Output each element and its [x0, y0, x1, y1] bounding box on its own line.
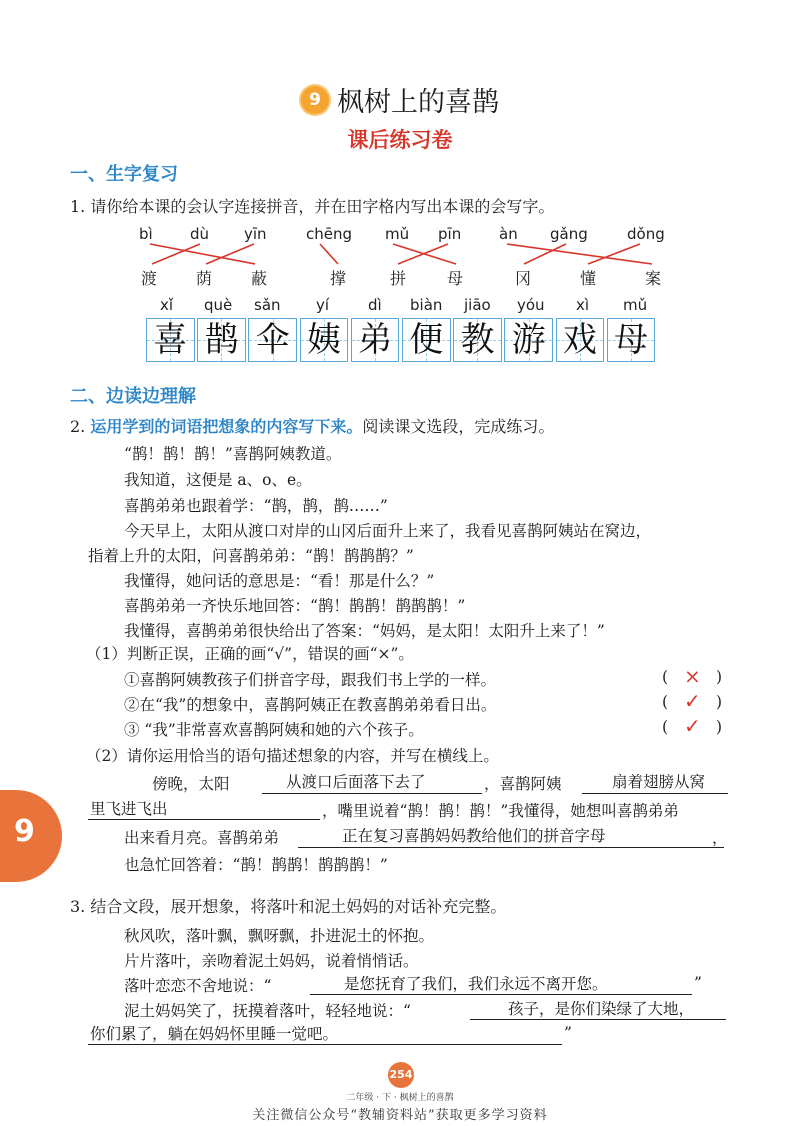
- sub-question-1: （1）判断正误，正确的画“√”，错误的画“×”。: [86, 645, 414, 663]
- fill-text: ，嘴里说着“鹊！鹊！鹊！”我懂得，她想叫喜鹊弟弟: [322, 802, 679, 820]
- grid-cell[interactable]: 鹊: [197, 318, 246, 362]
- pinyin-top: àn: [499, 225, 518, 243]
- answer-text[interactable]: 是您抚育了我们，我们永远不离开您。: [344, 975, 608, 993]
- grid-pinyin: biàn: [410, 296, 443, 314]
- grid-cell[interactable]: 教: [453, 318, 502, 362]
- section-heading-1: 一、生字复习: [70, 164, 178, 185]
- answer-line: [298, 847, 724, 848]
- footer-caption: 二年级 · 下 · 枫树上的喜鹊: [346, 1093, 454, 1103]
- passage-line: “鹊！鹊！鹊！”喜鹊阿姨教道。: [124, 445, 342, 463]
- grid-pinyin: yí: [316, 296, 330, 314]
- match-char: 懂: [580, 269, 597, 288]
- grid-cell[interactable]: 母: [607, 318, 656, 362]
- grid-pinyin: yóu: [517, 296, 545, 314]
- passage-line: 今天早上，太阳从渡口对岸的山冈后面升上来了，我看见喜鹊阿姨站在窝边，: [124, 522, 652, 540]
- passage-line: 指着上升的太阳，问喜鹊弟弟：“鹊！鹊鹊鹊？”: [88, 547, 414, 565]
- question-1: 1. 请你给本课的会认字连接拼音，并在田字格内写出本课的会写字。: [70, 197, 555, 216]
- fill-text: ，喜鹊阿姨: [484, 775, 562, 793]
- match-char: 渡: [141, 269, 158, 288]
- question-2: 2. 运用学到的词语把想象的内容写下来。阅读课文选段，完成练习。: [70, 417, 555, 436]
- question-2-instruction: 运用学到的词语把想象的内容写下来。: [90, 417, 363, 436]
- fill-text: 傍晚，太阳: [152, 775, 230, 793]
- answer-text[interactable]: 你们累了，躺在妈妈怀里睡一觉吧。: [90, 1025, 339, 1043]
- grid-cell[interactable]: 游: [504, 318, 553, 362]
- judge-paren-close: ): [716, 718, 723, 736]
- matching-lines: [0, 0, 800, 300]
- lesson-side-tab: 9: [0, 790, 62, 882]
- judge-paren-close: ): [716, 668, 723, 686]
- grid-cell[interactable]: 喜: [146, 318, 195, 362]
- question-2-rest: 阅读课文选段，完成练习。: [362, 417, 555, 436]
- dialog-text: ”: [564, 1024, 572, 1042]
- passage-line: 我知道，这便是 a、o、e。: [124, 471, 312, 489]
- match-char: 蔽: [251, 269, 268, 288]
- answer-line: [310, 994, 692, 995]
- sub-question-2: （2）请你运用恰当的语句描述想象的内容，并写在横线上。: [86, 747, 499, 765]
- passage-line: 我懂得，她问话的意思是：“看！那是什么？”: [124, 572, 435, 590]
- pinyin-top: dǒng: [627, 225, 665, 243]
- page-number: 254: [388, 1062, 414, 1088]
- grid-pinyin: jiāo: [464, 296, 491, 314]
- pinyin-top: dù: [190, 225, 210, 243]
- poem-line: 秋风吹，落叶飘，飘呀飘，扑进泥土的怀抱。: [124, 927, 435, 945]
- poem-line: 片片落叶，亲吻着泥土妈妈，说着悄悄话。: [124, 952, 419, 970]
- dialog-text: 落叶恋恋不舍地说：“: [124, 977, 272, 995]
- grid-cell[interactable]: 弟: [351, 318, 400, 362]
- pinyin-top: chēng: [306, 225, 353, 243]
- pinyin-top: mǔ: [385, 225, 410, 243]
- section-heading-2: 二、边读边理解: [70, 386, 196, 407]
- dialog-text: ”: [694, 974, 702, 992]
- answer-line: [88, 819, 320, 820]
- match-char: 拼: [390, 269, 407, 288]
- grid-cell[interactable]: 便: [402, 318, 451, 362]
- answer-text[interactable]: 孩子，是你们染绿了大地，: [508, 1000, 695, 1018]
- judge-paren-close: ): [716, 693, 723, 711]
- answer-text[interactable]: 从渡口后面落下去了: [286, 773, 426, 791]
- dialog-text: 泥土妈妈笑了，抚摸着落叶，轻轻地说：“: [124, 1002, 411, 1020]
- answer-line: [88, 1044, 562, 1045]
- pinyin-top: bì: [139, 225, 153, 243]
- grid-pinyin: dì: [368, 296, 382, 314]
- grid-cell[interactable]: 伞: [248, 318, 297, 362]
- judge-item-text: ③ “我”非常喜欢喜鹊阿姨和她的六个孩子。: [124, 721, 424, 739]
- grid-pinyin: xǐ: [160, 296, 174, 314]
- fill-text: 出来看月亮。喜鹊弟弟: [124, 829, 280, 847]
- answer-line: [470, 1019, 726, 1020]
- answer-line: [582, 793, 728, 794]
- pinyin-top: yīn: [244, 225, 267, 243]
- lesson-number-badge: 9: [301, 86, 329, 114]
- judge-item-text: ①喜鹊阿姨教孩子们拼音字母，跟我们书上学的一样。: [124, 671, 497, 689]
- fill-text: ，: [712, 829, 728, 847]
- grid-pinyin: mǔ: [623, 296, 648, 314]
- page-subtitle: 课后练习卷: [347, 127, 453, 152]
- match-char: 案: [645, 269, 662, 288]
- match-char: 冈: [515, 269, 532, 288]
- grid-pinyin: què: [204, 296, 233, 314]
- page-title: 枫树上的喜鹊: [337, 87, 499, 118]
- passage-line: 喜鹊弟弟一齐快乐地回答：“鹊！鹊鹊！鹊鹊鹊！”: [124, 597, 466, 615]
- tianzige-grid: [146, 318, 658, 362]
- grid-cell[interactable]: 姨: [300, 318, 349, 362]
- answer-line: [262, 793, 482, 794]
- judge-paren-open: (: [662, 693, 669, 711]
- fill-text: 也急忙回答着：“鹊！鹊鹊！鹊鹊鹊！”: [124, 856, 388, 874]
- judge-mark-cross[interactable]: ×: [684, 664, 701, 688]
- grid-pinyin: xì: [576, 296, 590, 314]
- pinyin-top: gǎng: [550, 225, 588, 243]
- match-char: 撑: [330, 269, 347, 288]
- judge-mark-check[interactable]: ✓: [684, 714, 701, 738]
- judge-mark-check[interactable]: ✓: [684, 689, 701, 713]
- pinyin-top: pīn: [438, 225, 462, 243]
- question-3: 3. 结合文段，展开想象，将落叶和泥土妈妈的对话补充完整。: [70, 897, 507, 916]
- pinyin-matching: [0, 0, 800, 314]
- judge-paren-open: (: [662, 718, 669, 736]
- answer-text[interactable]: 里飞进飞出: [90, 800, 168, 818]
- passage-line: 我懂得，喜鹊弟弟很快给出了答案：“妈妈，是太阳！太阳升上来了！”: [124, 622, 605, 640]
- match-char: 荫: [196, 269, 213, 288]
- grid-cell[interactable]: 戏: [556, 318, 605, 362]
- judge-paren-open: (: [662, 668, 669, 686]
- judge-item-text: ②在“我”的想象中，喜鹊阿姨正在教喜鹊弟弟看日出。: [124, 696, 497, 714]
- passage-line: 喜鹊弟弟也跟着学：“鹊，鹊，鹊……”: [124, 497, 388, 515]
- answer-text[interactable]: 正在复习喜鹊妈妈教给他们的拼音字母: [342, 827, 606, 845]
- match-char: 母: [447, 269, 464, 288]
- answer-text[interactable]: 扇着翅膀从窝: [612, 773, 706, 791]
- footer-note: 关注微信公众号“教辅资料站”获取更多学习资料: [252, 1108, 548, 1123]
- grid-pinyin: sǎn: [254, 296, 281, 314]
